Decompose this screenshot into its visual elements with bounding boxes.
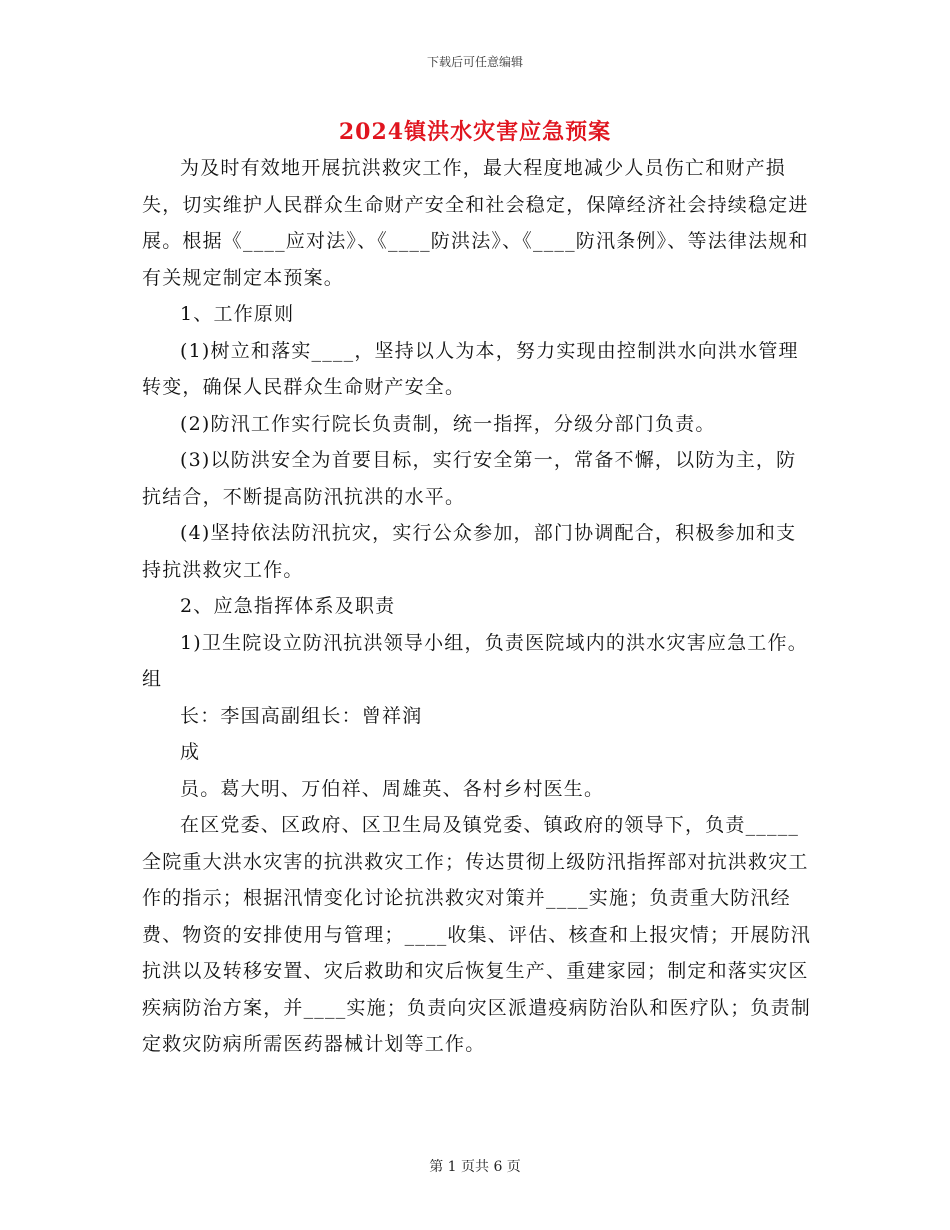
members-label: 成 [180, 741, 201, 763]
section-heading-command: 2、应急指挥体系及职责 [180, 595, 396, 617]
document-body [142, 150, 814, 1063]
page-footer: 第 1 页共 6 页 [429, 1159, 521, 1175]
principle-item-4: (4)坚持依法防汛抗灾，实行公众参加，部门协调配合，积极参加和支持抗洪救灾工作。 [142, 522, 797, 581]
intro-paragraph: 为及时有效地开展抗洪救灾工作，最大程度地减少人员伤亡和财产损失，切实维护人民群众生命财产安全和社会稳定，保障经济社会持续稳定进展。根据《____应对法》、《____防洪法》、《____防汛条例》、等法律法规和有关规定制定本预案。 [142, 157, 809, 289]
duties-paragraph: 在区党委、区政府、区卫生局及镇党委、镇政府的领导下，负责_____全院重大洪水灾害的抗洪救灾工作；传达贯彻上级防汛指挥部对抗洪救灾工作的指示；根据汛情变化讨论抗洪救灾对策并____实施；负责重大防汛经费、物资的安排使用与管理；____收集、评估、核查和上报灾情；开展防汛抗洪以及转移安置、灾后救助和灾后恢复生产、重建家园；制定和落实灾区疾病防治方案，并____实施；负责向灾区派遣疫病防治队和医疗队；负责制定救灾防病所需医药器械计划等工作。 [142, 814, 812, 1055]
principle-item-1: (1)树立和落实____，坚持以人为本，努力实现由控制洪水向洪水管理转变，确保人民群众生命财产安全。 [142, 339, 799, 398]
command-item-1: 1)卫生院设立防汛抗洪领导小组，负责医院域内的洪水灾害应急工作。组 [142, 631, 808, 690]
document-title: 2024镇洪水灾害应急预案 [338, 119, 612, 145]
principle-item-3: (3)以防洪安全为首要目标，实行安全第一，常备不懈，以防为主，防抗结合，不断提高防汛抗洪的水平。 [142, 449, 797, 508]
section-heading-principles: 1、工作原则 [180, 303, 295, 325]
members-line: 员。葛大明、万伯祥、周雄英、各村乡村医生。 [180, 777, 605, 800]
leader-line: 长：李国高副组长：曾祥润 [180, 704, 423, 727]
page-header: 下载后可任意编辑 [426, 55, 523, 69]
principle-item-2: (2)防汛工作实行院长负责制，统一指挥，分级分部门负责。 [180, 412, 716, 435]
